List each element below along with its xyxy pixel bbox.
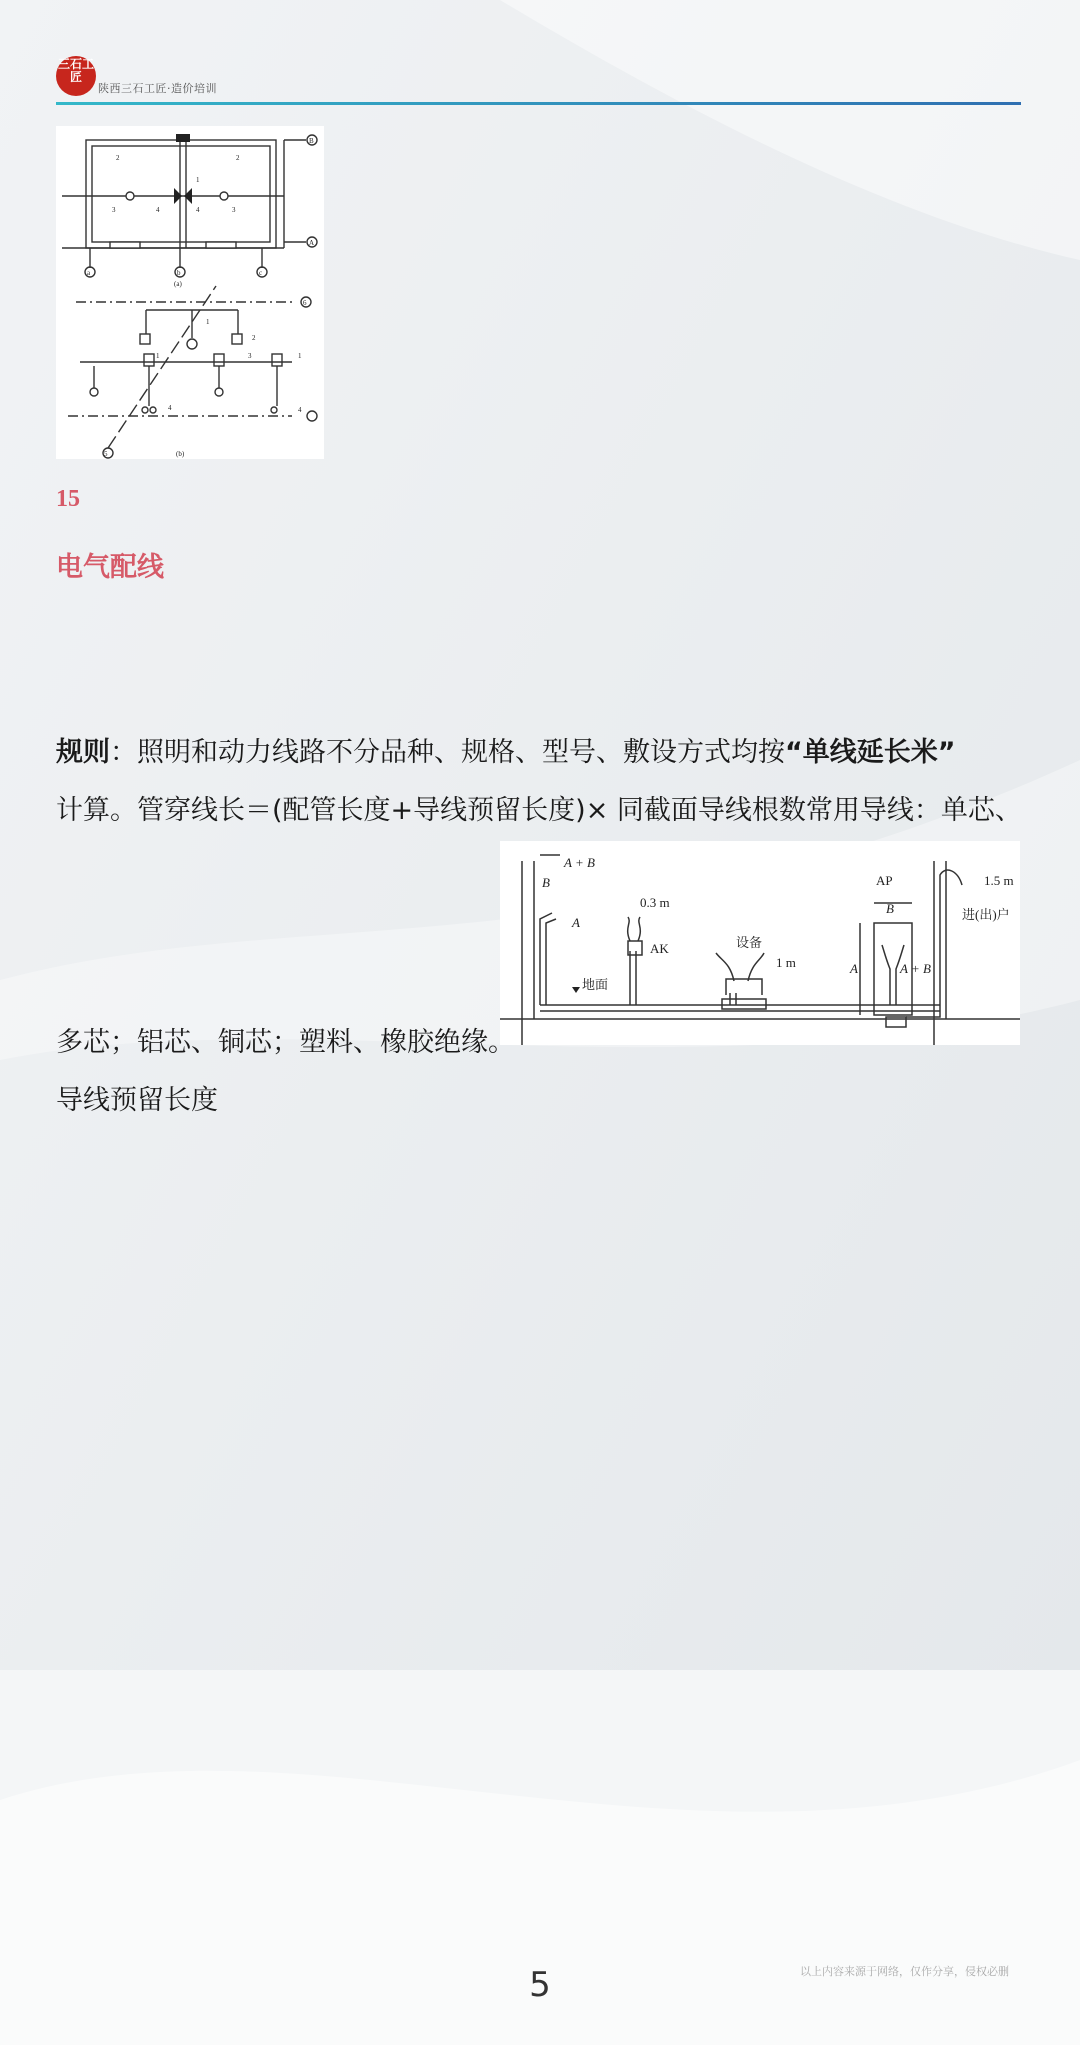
fig2-label-ab1: A + B (564, 855, 595, 870)
header-divider (56, 102, 1021, 105)
fig2-label-a2: A (850, 961, 858, 976)
fig2-label-ap: AP (876, 873, 893, 888)
fig1-label: c (259, 269, 263, 277)
logo-text: 三石工匠 (58, 57, 95, 84)
section-title: 电气配线 (56, 552, 164, 583)
fig1-label: 4 (196, 206, 200, 214)
header (56, 56, 1021, 106)
fig1-label: (b) (176, 450, 185, 458)
rule-text: ：照明和动力线路不分品种、规格、型号、敷设方式均按 (110, 737, 785, 768)
fig2-label-ab2: A + B (900, 961, 931, 976)
fig2-label-a1: A (572, 915, 580, 930)
fig1-label: 1 (156, 352, 160, 360)
org-name: 陕西三石工匠·造价培训 (98, 82, 217, 95)
paragraph-line-2: 计算。管穿线长＝(配管长度+导线预留长度)× 同截面导线根数常用导线：单芯、 (56, 795, 1022, 826)
fig2-label-device: 设备 (736, 935, 763, 950)
fig1-label: 5 (104, 450, 108, 458)
rule-label: 规则 (56, 737, 110, 768)
wiring-plan-figure (56, 126, 324, 459)
reserve-length-figure (500, 841, 1020, 1045)
fig1-label: 3 (112, 206, 116, 214)
fig1-label: A (309, 239, 315, 247)
fig2-label-b2: B (886, 901, 894, 916)
fig1-label: 4 (298, 406, 302, 414)
section-number: 15 (56, 486, 80, 512)
footer-note: 以上内容来源于网络，仅作分享，侵权必删 (800, 1965, 1009, 1978)
fig1-label: 3 (232, 206, 236, 214)
fig1-label: 4 (168, 404, 172, 412)
fig2-label-0-3m: 0.3 m (640, 895, 670, 910)
fig2-label-1m: 1 m (776, 955, 796, 970)
fig1-label: 1 (206, 318, 210, 326)
fig1-label: 1 (196, 176, 200, 184)
fig1-label: 2 (252, 334, 256, 342)
rule-emphasis: “单线延长米” (785, 737, 956, 768)
fig2-label-entry: 进(出)户 (962, 907, 1010, 922)
fig2-label-ak: AK (650, 941, 669, 956)
fig1-label: 1 (298, 352, 302, 360)
paragraph-line-4: 导线预留长度 (56, 1085, 218, 1116)
fig1-label: (a) (174, 280, 182, 288)
fig1-label: b (177, 269, 181, 277)
fig2-label-b1: B (542, 875, 550, 890)
fig1-label: 4 (156, 206, 160, 214)
paragraph-line-1 (56, 730, 956, 769)
fig1-label: 6 (303, 299, 307, 307)
page-number: 5 (529, 1965, 551, 2005)
fig2-label-floor: 地面 (582, 977, 609, 992)
fig1-label: 2 (236, 154, 240, 162)
fig1-label: a (87, 269, 91, 277)
fig2-label-1-5m: 1.5 m (984, 873, 1014, 888)
paragraph-line-3: 多芯；铝芯、铜芯；塑料、橡胶绝缘。 (56, 1027, 515, 1058)
fig1-label: B (309, 137, 314, 145)
logo (56, 56, 96, 96)
fig1-label: 2 (116, 154, 120, 162)
fig1-label: 3 (248, 352, 252, 360)
